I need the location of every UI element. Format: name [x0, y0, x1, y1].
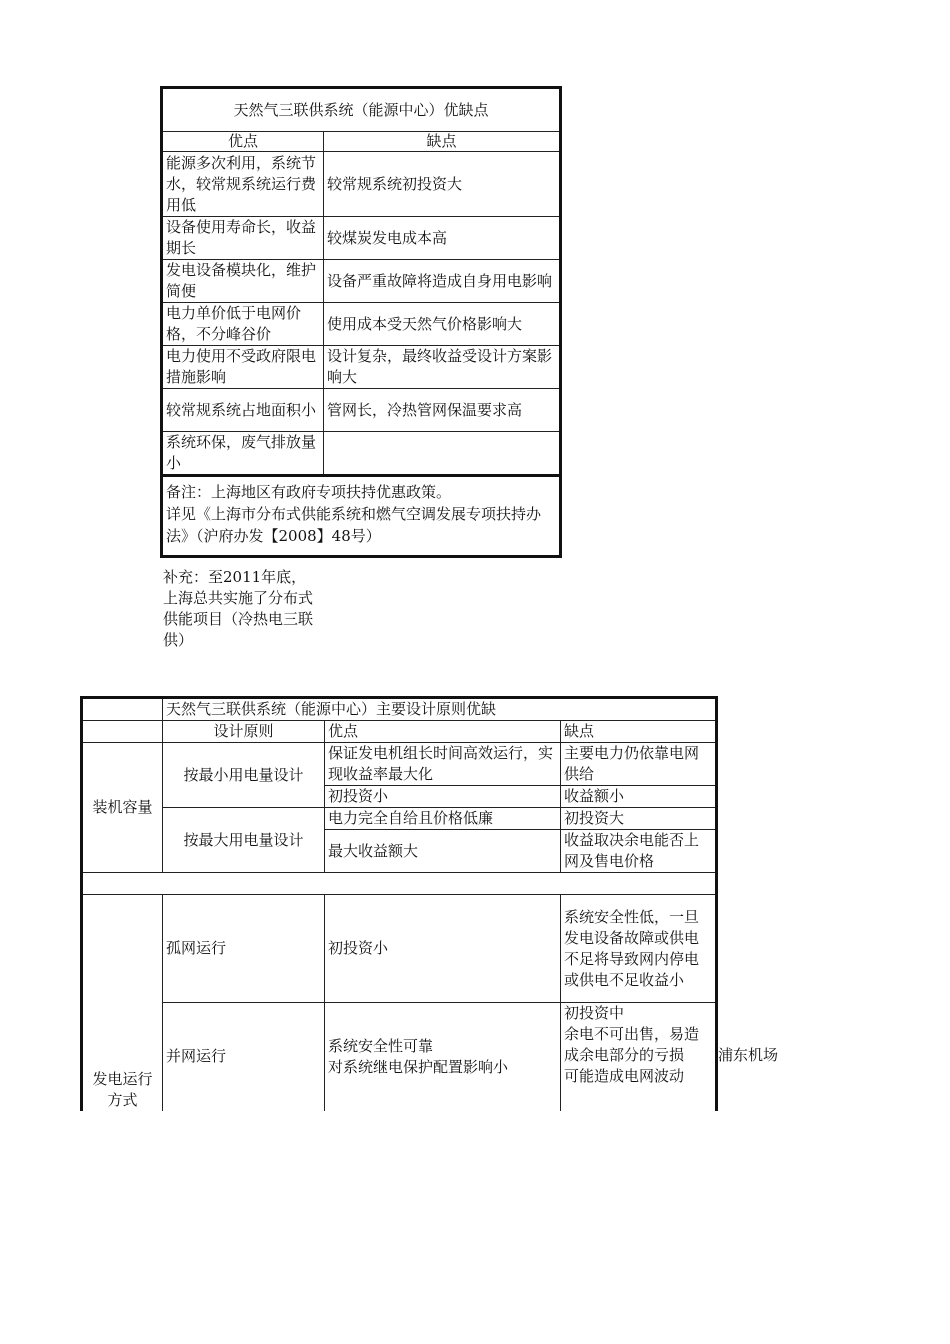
design-principles-table: [80, 696, 718, 1111]
con-cell: 主要电力仍依靠电网供给: [561, 743, 717, 786]
pros-cons-table: [160, 86, 562, 558]
grid-pro-line: 对系统继电保护配置影响小: [328, 1057, 509, 1076]
header-con: 缺点: [324, 132, 561, 152]
grid-con-line: 余电不可出售，易造成余电部分的亏损: [564, 1025, 700, 1064]
pro-cell: 电力使用不受政府限电措施影响: [162, 346, 324, 389]
pro-cell: 设备使用寿命长，收益期长: [162, 217, 324, 260]
pro-cell: 系统环保，废气排放量小: [162, 432, 324, 476]
grid-pro: [325, 1003, 561, 1111]
pro-cell: 电力单价低于电网价格，不分峰谷价: [162, 303, 324, 346]
con-cell: 设备严重故障将造成自身用电影响: [324, 260, 561, 303]
con-cell: 设计复杂，最终收益受设计方案影响大: [324, 346, 561, 389]
pros-cons-title: 天然气三联供系统（能源中心）优缺点: [162, 88, 561, 132]
con-cell: 收益额小: [561, 786, 717, 808]
con-cell: 管网长，冷热管网保温要求高: [324, 389, 561, 432]
con-cell: 初投资大: [561, 808, 717, 830]
header-principle: 设计原则: [163, 721, 325, 743]
min-design-label: 按最小用电量设计: [163, 743, 325, 808]
island-con: 系统安全性低，一旦发电设备故障或供电不足将导致网内停电或供电不足收益小: [561, 895, 717, 1003]
side-note: 浦东机场: [718, 1046, 779, 1064]
policy-note-line2: 详见《上海市分布式供能系统和燃气空调发展专项扶持办法》（沪府办发【2008】48号）: [166, 505, 542, 545]
con-cell: 较煤炭发电成本高: [324, 217, 561, 260]
con-cell: 收益取决余电能否上网及售电价格: [561, 830, 717, 873]
header-pro: 优点: [325, 721, 561, 743]
header-pro: 优点: [162, 132, 324, 152]
spacer-row: [82, 873, 717, 895]
supplement-text: 补充：至2011年底，上海总共实施了分布式供能项目（冷热电三联供）: [163, 568, 314, 649]
grid-con: [561, 1003, 717, 1111]
island-principle: 孤网运行: [163, 895, 325, 1003]
grid-con-line: 初投资中: [564, 1004, 625, 1022]
con-cell: 使用成本受天然气价格影响大: [324, 303, 561, 346]
header-con: 缺点: [561, 721, 717, 743]
max-design-label: 按最大用电量设计: [163, 808, 325, 873]
grid-pro-line: 系统安全性可靠: [328, 1036, 434, 1055]
con-cell: [324, 432, 561, 476]
policy-note-line1: 备注：上海地区有政府专项扶持优惠政策。: [166, 483, 452, 501]
pro-cell: 较常规系统占地面积小: [162, 389, 324, 432]
island-pro: 初投资小: [325, 895, 561, 1003]
pro-cell: 能源多次利用，系统节水，较常规系统运行费用低: [162, 152, 324, 217]
con-cell: 较常规系统初投资大: [324, 152, 561, 217]
pro-cell: 电力完全自给且价格低廉: [325, 808, 561, 830]
pro-cell: 最大收益额大: [325, 830, 561, 873]
group-operation-label: 发电运行方式: [82, 895, 163, 1111]
group-capacity-label: 装机容量: [82, 743, 163, 873]
pro-cell: 发电设备模块化，维护简便: [162, 260, 324, 303]
design-table-title: 天然气三联供系统（能源中心）主要设计原则优缺: [163, 698, 717, 721]
grid-principle: 并网运行: [163, 1003, 325, 1111]
grid-con-line: 可能造成电网波动: [564, 1067, 685, 1085]
pro-cell: 保证发电机组长时间高效运行，实现收益率最大化: [325, 743, 561, 786]
pro-cell: 初投资小: [325, 786, 561, 808]
policy-note: [162, 476, 561, 557]
